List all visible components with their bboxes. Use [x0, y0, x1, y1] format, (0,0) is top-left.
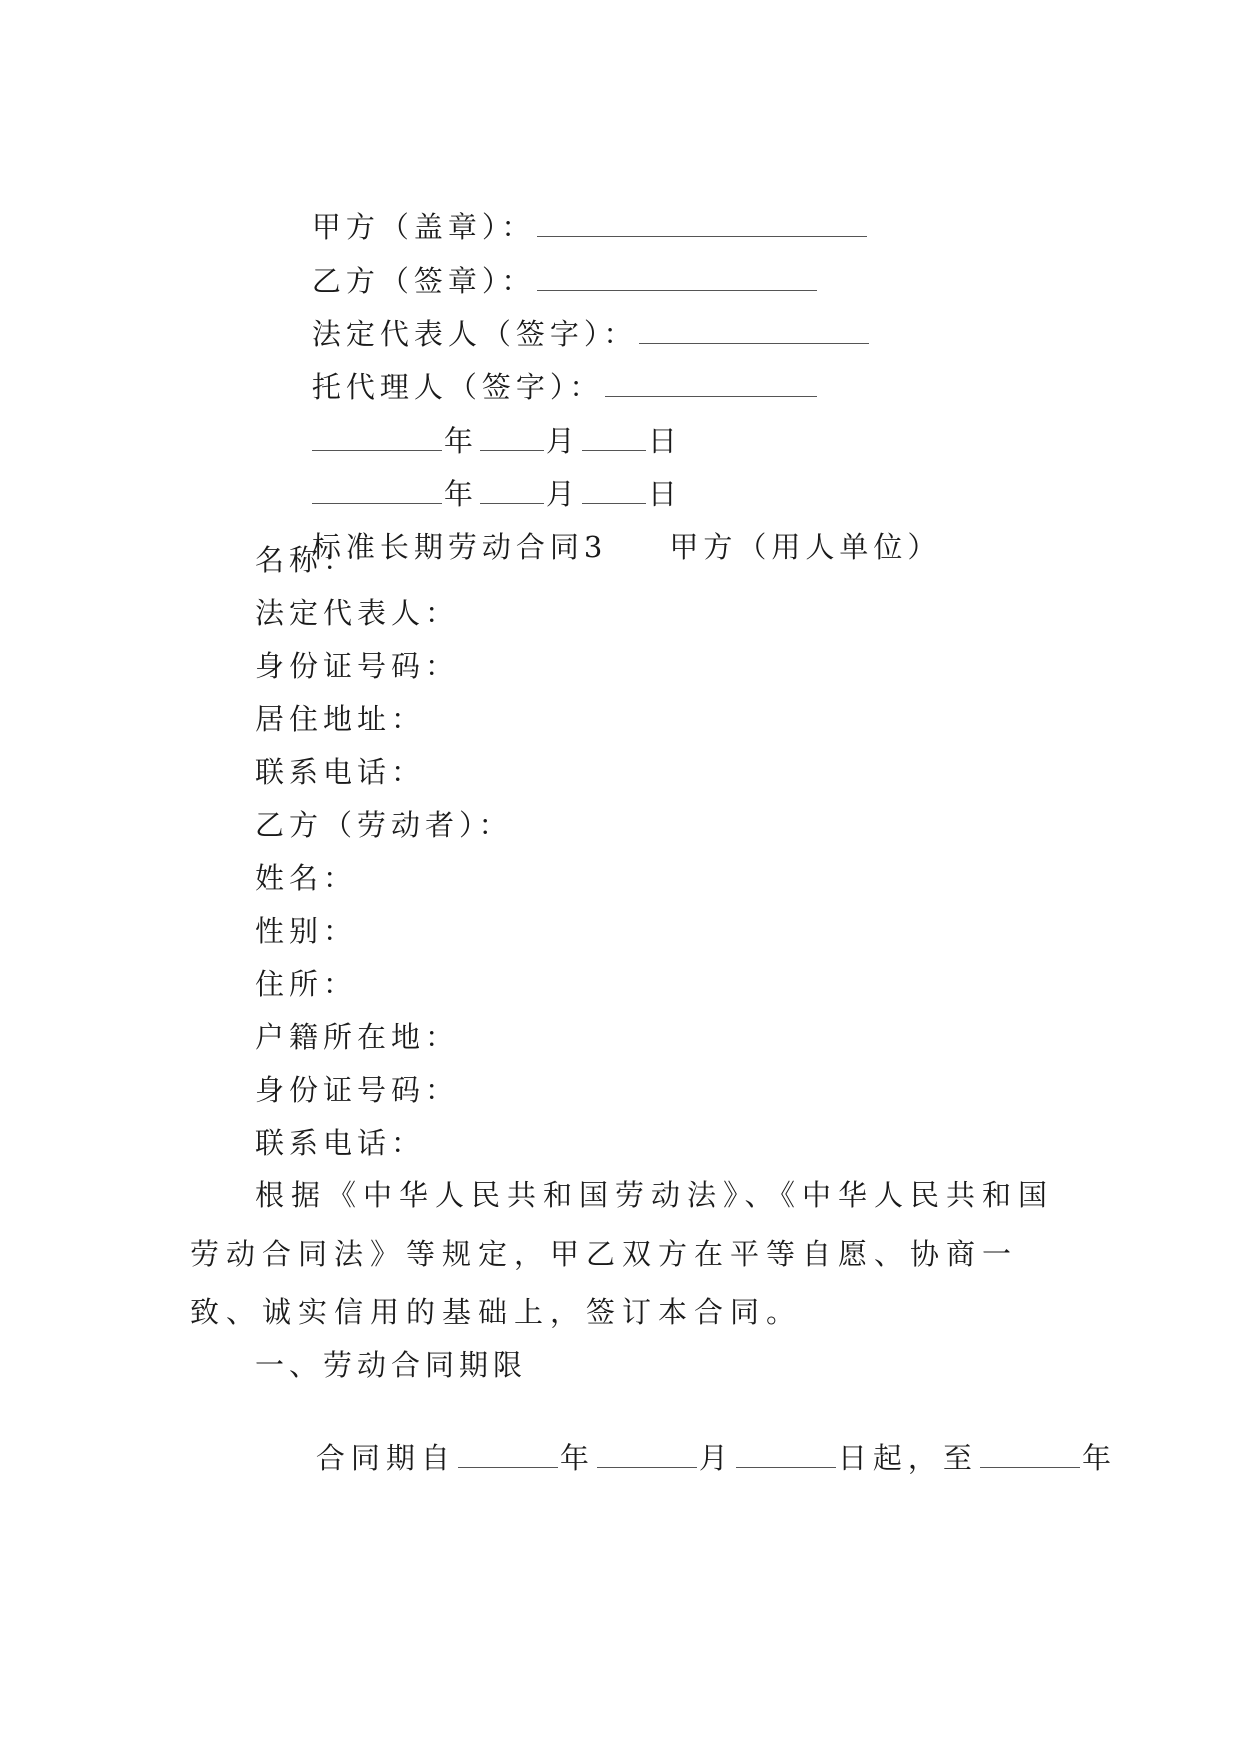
party-a-seal-label: 甲方（盖章）：	[311, 210, 536, 244]
party-b-field: 姓名：	[255, 861, 358, 895]
date2-day-label: 日	[647, 477, 682, 511]
party-b-field: 户籍所在地：	[255, 1020, 460, 1054]
date2-month-label: 月	[545, 477, 580, 511]
party-b-heading: 乙方（劳动者）：	[255, 808, 513, 842]
term-day-from-label: 日起，至	[837, 1441, 978, 1475]
party-b-field: 联系电话：	[255, 1126, 426, 1160]
term-start-month-blank[interactable]	[597, 1441, 697, 1468]
term-year-end-label: 年	[1081, 1441, 1117, 1475]
party-a-field: 联系电话：	[255, 755, 426, 789]
date1-day-label: 日	[647, 424, 682, 458]
date1-year-label: 年	[443, 424, 478, 458]
date1-month-label: 月	[545, 424, 580, 458]
party-a-heading: 甲方（用人单位）	[669, 530, 942, 564]
party-a-field: 法定代表人：	[255, 596, 460, 630]
intro-paragraph: 根据《中华人民共和国劳动法》、《中华人民共和国劳动合同法》等规定，甲乙双方在平等自愿、协商一致、诚实信用的基础上，签订本合同。	[190, 1178, 1055, 1329]
contract-heading: 标准长期劳动合同3	[311, 530, 608, 564]
contract-heading-line	[255, 487, 941, 607]
term-start-year-blank[interactable]	[458, 1441, 558, 1468]
agent-sign-label: 托代理人（签字）：	[311, 370, 604, 404]
party-b-field: 住所：	[255, 967, 358, 1001]
party-b-seal-label: 乙方（签章）：	[311, 264, 536, 298]
legal-rep-sign-label: 法定代表人（签字）：	[311, 317, 638, 351]
party-a-field: 居住地址：	[255, 702, 426, 736]
term-year-label: 年	[559, 1441, 595, 1475]
term-month-label: 月	[698, 1441, 734, 1475]
term-start-day-blank[interactable]	[736, 1441, 836, 1468]
party-b-field: 身份证号码：	[255, 1073, 460, 1107]
party-a-field: 名称：	[255, 543, 358, 577]
section-1-title: 一、劳动合同期限	[255, 1348, 528, 1382]
term-end-year-blank[interactable]	[980, 1441, 1080, 1468]
date2-year-label: 年	[443, 477, 478, 511]
term-line	[255, 1398, 1117, 1518]
party-a-field: 身份证号码：	[255, 649, 460, 683]
term-prefix: 合同期自	[315, 1441, 456, 1475]
party-b-field: 性别：	[255, 914, 358, 948]
